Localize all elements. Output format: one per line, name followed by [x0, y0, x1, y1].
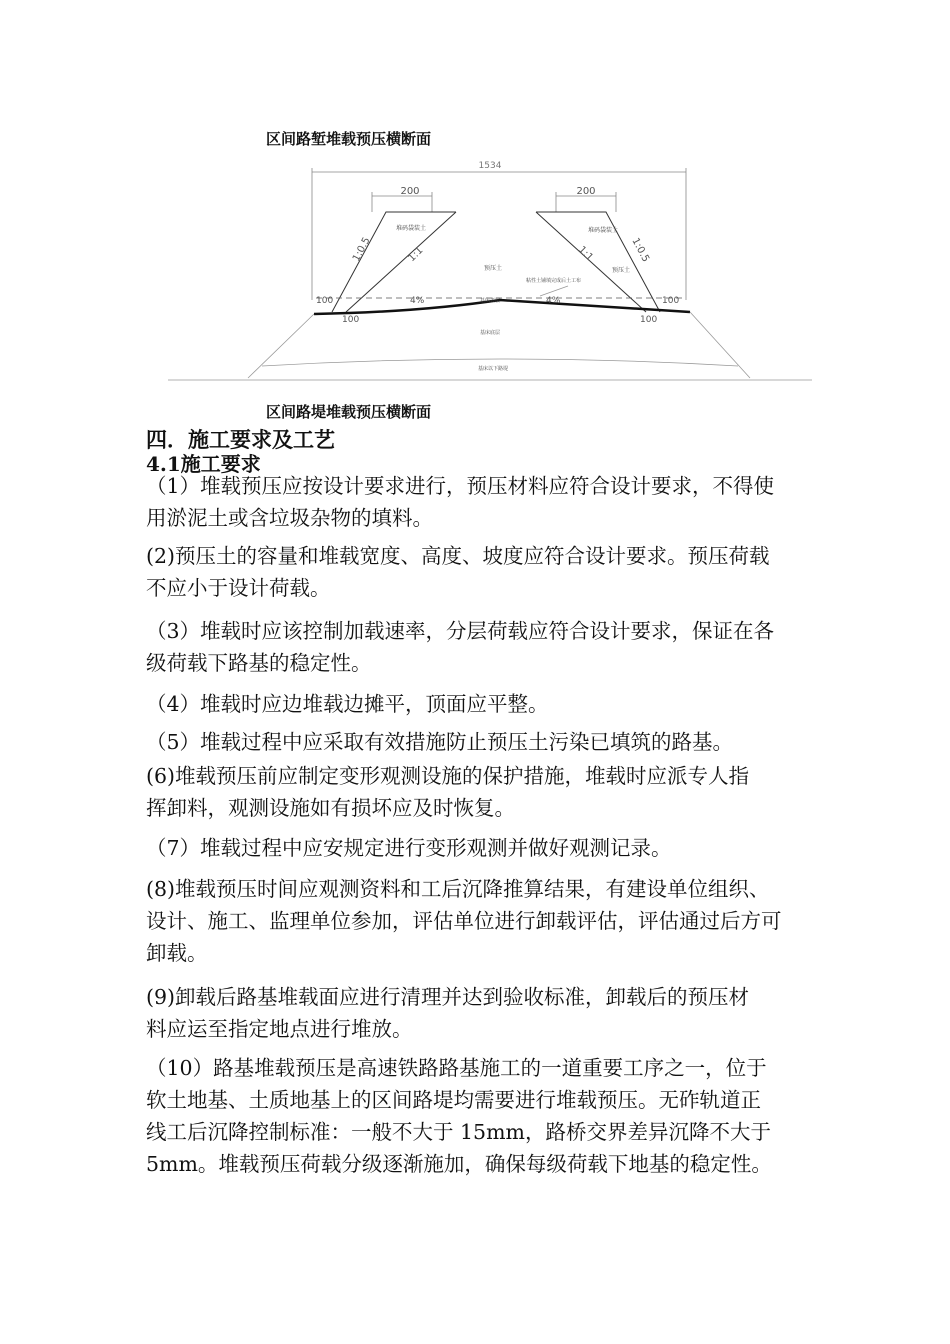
paragraph-line: （4）堆载时应边堆载边摊平，顶面应平整。 — [146, 692, 549, 716]
label-base-layer: 基床底层 — [480, 330, 501, 336]
dim-total-width: 1534 — [478, 161, 502, 171]
embankment-preload-diagram — [160, 150, 820, 390]
paragraph-line: （3）堆载时应该控制加载速率，分层荷载应符合设计要求，保证在各 — [146, 619, 775, 643]
slope-right-outer: 1:0.5 — [629, 236, 652, 265]
dim-top-left: 200 — [400, 186, 420, 197]
paragraph-6 — [146, 760, 826, 824]
shoulder-left: 100 — [316, 296, 334, 306]
slope-right-inner: 1:1 — [575, 244, 596, 264]
caption-cutting-section: 区间路堑堆载预压横断面 — [266, 130, 432, 148]
paragraph-line: 级荷载下路基的稳定性。 — [146, 651, 372, 675]
label-left-fill: 堆码袋装土 — [396, 225, 427, 232]
paragraph-7 — [146, 832, 826, 864]
shoulder-right: 100 — [662, 296, 680, 306]
paragraph-line: 挥卸料，观测设施如有损坏应及时恢复。 — [146, 796, 515, 820]
paragraph-line: 5mm。堆载预压荷载分级逐渐施加，确保每级荷载下地基的稳定性。 — [146, 1152, 772, 1176]
grade-right: 4% — [546, 296, 561, 306]
slope-left-inner: 1:1 — [406, 244, 426, 265]
paragraph-line: 线工后沉降控制标准：一般不大于 15mm，路桥交界差异沉降不大于 — [146, 1120, 771, 1144]
paragraph-2 — [146, 540, 826, 604]
paragraph-line: （10）路基堆载预压是高速铁路路基施工的一道重要工序之一，位于 — [146, 1056, 767, 1080]
paragraph-line: 软土地基、土质地基上的区间路堤均需要进行堆载预压。无砟轨道正 — [146, 1088, 761, 1112]
paragraph-8 — [146, 873, 826, 969]
berm-right: 100 — [640, 315, 658, 325]
paragraph-line: 料应运至指定地点进行堆放。 — [146, 1017, 413, 1041]
paragraph-1 — [146, 470, 826, 534]
label-bottom-fill: 基床以下路堤 — [478, 366, 509, 372]
dim-top-right: 200 — [576, 186, 596, 197]
label-right-soil: 预压土 — [612, 267, 631, 274]
label-geotextile-note: 粘性土铺填完成后土工布 — [526, 278, 582, 284]
paragraph-line: (6)堆载预压前应制定变形观测设施的保护措施，堆载时应派专人指 — [146, 764, 750, 788]
paragraph-line: (8)堆载预压时间应观测资料和工后沉降推算结果，有建设单位组织、 — [146, 877, 770, 901]
berm-left: 100 — [342, 315, 360, 325]
label-right-fill: 堆码袋装土 — [588, 227, 619, 234]
label-subgrade: 基床表层 — [480, 298, 501, 304]
paragraph-line: (2)预压土的容量和堆载宽度、高度、坡度应符合设计要求。预压荷载 — [146, 544, 770, 568]
section-heading: 四．施工要求及工艺 — [146, 427, 335, 452]
paragraph-line: （5）堆载过程中应采取有效措施防止预压土污染已填筑的路基。 — [146, 730, 734, 754]
label-center-soil: 预压土 — [484, 265, 503, 272]
paragraph-line: 卸载。 — [146, 941, 208, 965]
paragraph-line: （7）堆载过程中应安规定进行变形观测并做好观测记录。 — [146, 836, 672, 860]
subsection-heading: 4.1施工要求 — [146, 452, 261, 476]
grade-left: 4% — [410, 296, 425, 306]
paragraph-4 — [146, 688, 826, 720]
paragraph-line: 设计、施工、监理单位参加，评估单位进行卸载评估，评估通过后方可 — [146, 909, 782, 933]
paragraph-line: 不应小于设计荷载。 — [146, 576, 331, 600]
paragraph-line: 用淤泥土或含垃圾杂物的填料。 — [146, 506, 433, 530]
paragraph-line: (9)卸载后路基堆载面应进行清理并达到验收标准，卸载后的预压材 — [146, 985, 750, 1009]
paragraph-3 — [146, 615, 826, 679]
paragraph-10 — [146, 1052, 826, 1180]
slope-left-outer: 1:0.5 — [350, 235, 373, 264]
paragraph-9 — [146, 981, 826, 1045]
caption-embankment-section: 区间路堤堆载预压横断面 — [266, 403, 432, 421]
paragraph-5 — [146, 726, 826, 758]
paragraph-line: （1）堆载预压应按设计要求进行，预压材料应符合设计要求，不得使 — [146, 474, 775, 498]
